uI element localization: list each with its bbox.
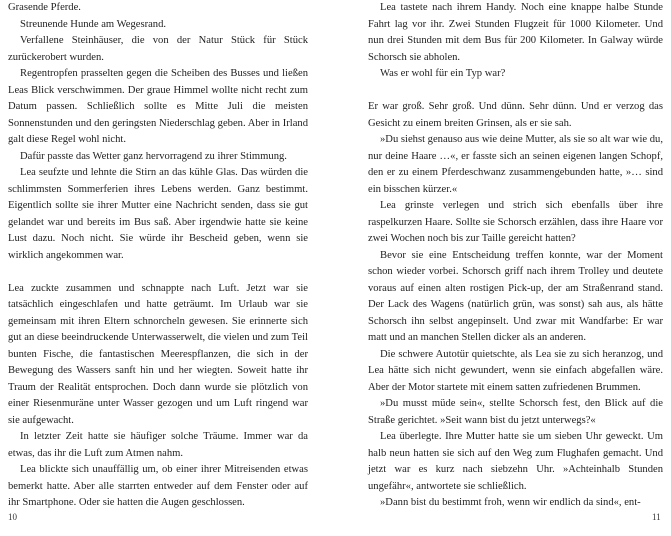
paragraph: Lea seufzte und lehnte die Stirn an das kühle Glas. Das würden die schlimmsten Sommerferien ihres Lebens werden. Ganz bestimmt. Eigentlich sollte sie ihrer Mutter eine Nachricht senden, dass sie gut gelandet war und bereits im Bus saß. Aber irgendwie hatte sie keine Lust dazu. Noch nicht. Sie würde ihr Bescheid geben, wenn sie wirklich angekommen war. [8,167,308,261]
paragraph: Dafür passte das Wetter ganz hervorragend zu ihrer Stimmung. [20,150,287,162]
paragraph: »Dann bist du bestimmt froh, wenn wir endlich da sind«, ent- [380,497,641,508]
paragraph: »Du siehst genauso aus wie deine Mutter, als sie so alt war wie du, nur deine Haare …«, er fasste sich an seinen eigenen langen Schopf, den er zu einem Pferdeschwanz zusammengebunden hatte, »… sind ein bisschen kürzer.« [368,134,663,195]
paragraph: Er war groß. Sehr groß. Und dünn. Sehr dünn. Und er verzog das Gesicht zu einem breiten Grinsen, als er sie sah. [368,101,663,129]
paragraph: Lea grinste verlegen und strich sich ebenfalls über ihre raspelkurzen Haare. Sollte sie Schorsch erzählen, dass ihre Haare vor zwei Wochen noch bis zur Taille gereicht hatten? [368,200,663,244]
paragraph: »Du musst müde sein«, stellte Schorsch fest, den Blick auf die Straße gerichtet. »Seit wann bist du jetzt unterwegs?« [368,398,663,426]
paragraph: Lea tastete nach ihrem Handy. Noch eine knappe halbe Stunde Fahrt lag vor ihr. Zwei Stunden Flugzeit für 1000 Kilometer. Und nun drei Stunden mit dem Bus für 200 Kilometer. In Galway würde Schorsch sie abholen. [368,2,663,63]
section-break [368,83,663,100]
paragraph: Was er wohl für ein Typ war? [380,68,506,79]
paragraph: Bevor sie eine Entscheidung treffen konnte, war der Moment schon wieder vorbei. Schorsch griff nach ihrem Trolley und deutete voraus auf einen alten rostigen Pick-up, der am Straßenrand stand. Der Lack des Wagens (natürlich grün, was sonst) sah aus, als hätte Schorsch ihn selbst angepinselt. Und zwar mit Wandfarbe: Er war matt und an manchen Stellen dicker als an anderen. [368,249,663,343]
left-page-text [8,0,308,512]
paragraph: Grasende Pferde. [8,2,81,13]
paragraph: Lea zuckte zusammen und schnappte nach Luft. Jetzt war sie tatsächlich eingeschlafen und hatte geträumt. Im Urlaub war sie gemeinsam mit ihren Eltern schnorcheln gewesen. Sie erinnerte sich gut an diese beeindruckende Unterwasserwelt, die vielen und zum Teil bunten Fische, die fantastischen Meerespflanzen, die sich in der Bewegung des Wassers sanft hin und her wiegten. Soweit hatte ihr Traum der Realität entsprochen. Doch dann wurde sie plötzlich von einer Riesenmuräne unter Wasser gezogen und um Luft ringend war sie aufgewacht. [8,282,308,426]
paragraph: Lea blickte sich unauffällig um, ob einer ihrer Mitreisenden etwas bemerkt hatte. Aber alle starrten entweder auf dem Fenster oder auf ihr Smartphone. Oder sie hatten die Augen geschlossen. [8,464,308,508]
paragraph: Streunende Hunde am Wegesrand. [20,18,167,30]
paragraph: Verfallene Steinhäuser, die von der Natur Stück für Stück zurückerobert wurden. [8,35,308,63]
section-break [8,264,308,281]
paragraph: Lea überlegte. Ihre Mutter hatte sie um sieben Uhr geweckt. Um halb neun hatten sie sich auf den Weg zum Flughafen gemacht. Und jetzt war es kurz nach siebzehn Uhr. »Achteinhalb Stunden ungefähr«, antwortete sie schließlich. [368,431,663,492]
paragraph: In letzter Zeit hatte sie häufiger solche Träume. Immer war da etwas, das ihr die Luft zum Atmen nahm. [8,431,308,459]
right-page-text [368,0,663,512]
page-number-right: 11 [652,512,661,522]
paragraph: Die schwere Autotür quietschte, als Lea sie zu sich heranzog, und Lea hätte sich nicht gewundert, wenn sie einfach abgefallen wäre. Aber der Motor startete mit einem satten zufriedenen Brummen. [368,348,663,393]
page-number-left: 10 [8,512,17,522]
paragraph: Regentropfen prasselten gegen die Scheiben des Busses und ließen Leas Blick verschwimmen. Der graue Himmel wollte nicht recht zum Datum passen. Schließlich sollte es Mitte Juli die meisten Sonnenstunden und den geringsten Niederschlag geben. Aber in Irland galt diese Regel wohl nicht. [8,68,308,145]
